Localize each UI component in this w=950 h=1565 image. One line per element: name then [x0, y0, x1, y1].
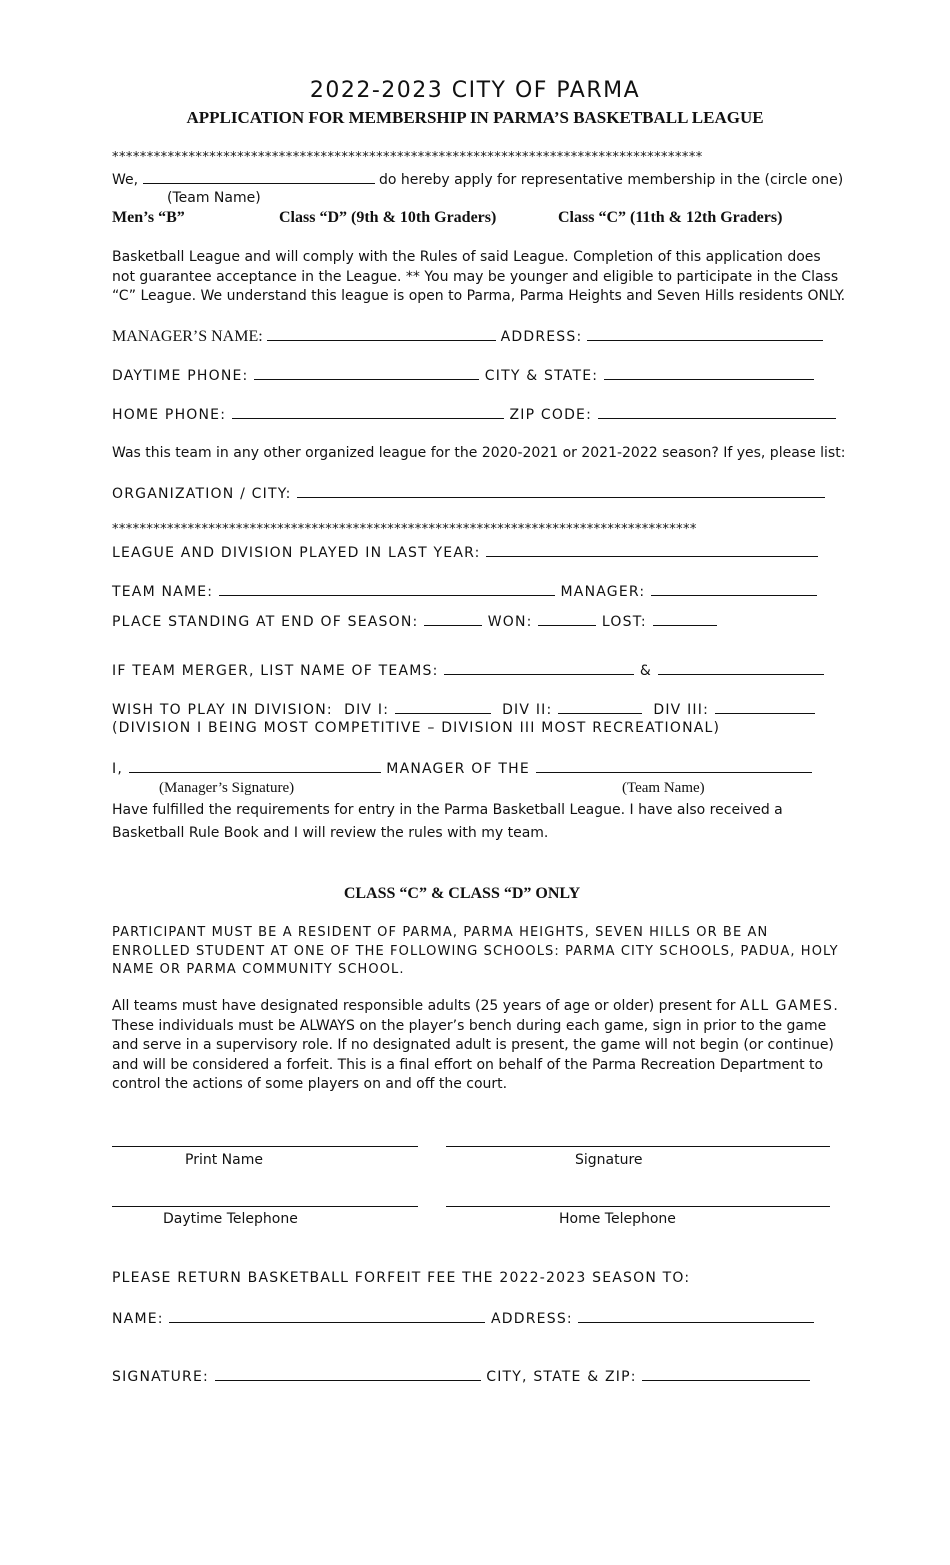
class-section-heading: CLASS “C” & CLASS “D” ONLY — [343, 885, 581, 902]
class-mens-option[interactable]: Men’s “B” — [112, 209, 185, 226]
home-phone-row: HOME PHONE: ZIP CODE: — [112, 406, 836, 423]
certify-text-1: Have fulfilled the requirements for entry in the Parma Basketball League. I have also received a — [112, 802, 783, 818]
print-name-line[interactable] — [112, 1145, 418, 1147]
certify-row: I, MANAGER OF THE — [112, 760, 812, 777]
div2-field[interactable] — [558, 701, 642, 714]
standing-row: PLACE STANDING AT END OF SEASON: WON: LOST: — [112, 613, 717, 630]
team-manager-row: TEAM NAME: MANAGER: — [112, 583, 817, 600]
place-standing-field[interactable] — [424, 613, 482, 626]
merger-row: IF TEAM MERGER, LIST NAME OF TEAMS: & — [112, 662, 824, 679]
forfeit-name-field[interactable] — [169, 1310, 485, 1323]
manager-name-field[interactable] — [267, 328, 496, 341]
won-field[interactable] — [538, 613, 596, 626]
class-d-option[interactable]: Class “D” (9th & 10th Graders) — [279, 209, 497, 226]
manager-signature-caption: (Manager’s Signature) — [159, 780, 295, 796]
page-subtitle: APPLICATION FOR MEMBERSHIP IN PARMA’S BASKETBALL LEAGUE — [186, 108, 764, 127]
city-state-field[interactable] — [604, 367, 814, 380]
lost-field[interactable] — [653, 613, 717, 626]
division-note: (DIVISION I BEING MOST COMPETITIVE – DIVISION III MOST RECREATIONAL) — [112, 720, 721, 736]
prev-manager-field[interactable] — [651, 583, 817, 596]
signature-line[interactable] — [446, 1145, 830, 1147]
daytime-telephone-line[interactable] — [112, 1205, 418, 1207]
manager-signature-field[interactable] — [129, 760, 381, 773]
daytime-telephone-caption: Daytime Telephone — [163, 1211, 298, 1227]
home-telephone-line[interactable] — [446, 1205, 830, 1207]
manager-name-row: MANAGER’S NAME: ADDRESS: — [112, 328, 823, 346]
forfeit-signature-row: SIGNATURE: CITY, STATE & ZIP: — [112, 1368, 810, 1385]
prev-team-name-field[interactable] — [219, 583, 555, 596]
signature-caption: Signature — [575, 1152, 643, 1168]
division-row: WISH TO PLAY IN DIVISION: DIV I: DIV II: DIV III: — [112, 701, 815, 718]
other-league-question: Was this team in any other organized league for the 2020-2021 or 2021-2022 season? If yes, please list: — [112, 445, 846, 461]
certify-team-name-field[interactable] — [536, 760, 812, 773]
org-city-row: ORGANIZATION / CITY: — [112, 485, 825, 502]
forfeit-city-state-zip-field[interactable] — [642, 1368, 810, 1381]
forfeit-signature-field[interactable] — [215, 1368, 481, 1381]
league-division-row: LEAGUE AND DIVISION PLAYED IN LAST YEAR: — [112, 544, 818, 561]
forfeit-address-field[interactable] — [578, 1310, 814, 1323]
team-name-field[interactable] — [143, 171, 375, 184]
league-compliance-paragraph: Basketball League and will comply with the Rules of said League. Completion of this application does not guarantee acceptance in the League. ** You may be younger and eligible to participate in the Class “C” League. We understand this league is open to Parma, Parma Heights and Seven Hills residents ONLY. — [112, 249, 846, 304]
daytime-phone-field[interactable] — [254, 367, 479, 380]
div1-field[interactable] — [395, 701, 491, 714]
home-telephone-caption: Home Telephone — [559, 1211, 676, 1227]
star-divider-2: ************************************************************************************* — [112, 522, 697, 537]
residency-paragraph: PARTICIPANT MUST BE A RESIDENT OF PARMA, PARMA HEIGHTS, SEVEN HILLS OR BE AN ENROLLED STUDENT AT ONE OF THE FOLLOWING SCHOOLS: PARMA CITY SCHOOLS, PADUA, HOLY NAME OR PARMA COMMUNITY SCHOOL. — [112, 925, 839, 977]
page-title: 2022-2023 CITY OF PARMA — [309, 78, 641, 103]
class-c-option[interactable]: Class “C” (11th & 12th Graders) — [558, 209, 783, 226]
merger-team-2-field[interactable] — [658, 662, 824, 675]
print-name-caption: Print Name — [185, 1152, 263, 1168]
league-division-field[interactable] — [486, 544, 818, 557]
forfeit-heading: PLEASE RETURN BASKETBALL FORFEIT FEE THE 2022-2023 SEASON TO: — [112, 1270, 691, 1286]
star-divider: ************************************************************************************* — [112, 150, 703, 165]
apply-line: We, do hereby apply for representative membership in the (circle one) — [112, 172, 844, 188]
home-phone-field[interactable] — [232, 406, 504, 419]
team-name-caption: (Team Name) — [167, 190, 261, 206]
team-name-caption-2: (Team Name) — [622, 780, 705, 796]
zip-code-field[interactable] — [598, 406, 836, 419]
address-field[interactable] — [587, 328, 823, 341]
certify-text-2: Basketball Rule Book and I will review the rules with my team. — [112, 825, 549, 841]
forfeit-name-row: NAME: ADDRESS: — [112, 1310, 814, 1327]
org-city-field[interactable] — [297, 485, 825, 498]
div3-field[interactable] — [715, 701, 815, 714]
adults-paragraph: All teams must have designated responsible adults (25 years of age or older) present for ALL GAMES. These individuals must be ALWAYS on the player’s bench during each game, sign in prior to the game and serve in a supervisory role. If no designated adult is present, the game will not begin (or continue) and will be considered a forfeit. This is a final effort on behalf of the Parma Recreation Department to control the actions of some players on and off the court. — [112, 998, 840, 1092]
merger-team-1-field[interactable] — [444, 662, 634, 675]
daytime-phone-row: DAYTIME PHONE: CITY & STATE: — [112, 367, 814, 384]
